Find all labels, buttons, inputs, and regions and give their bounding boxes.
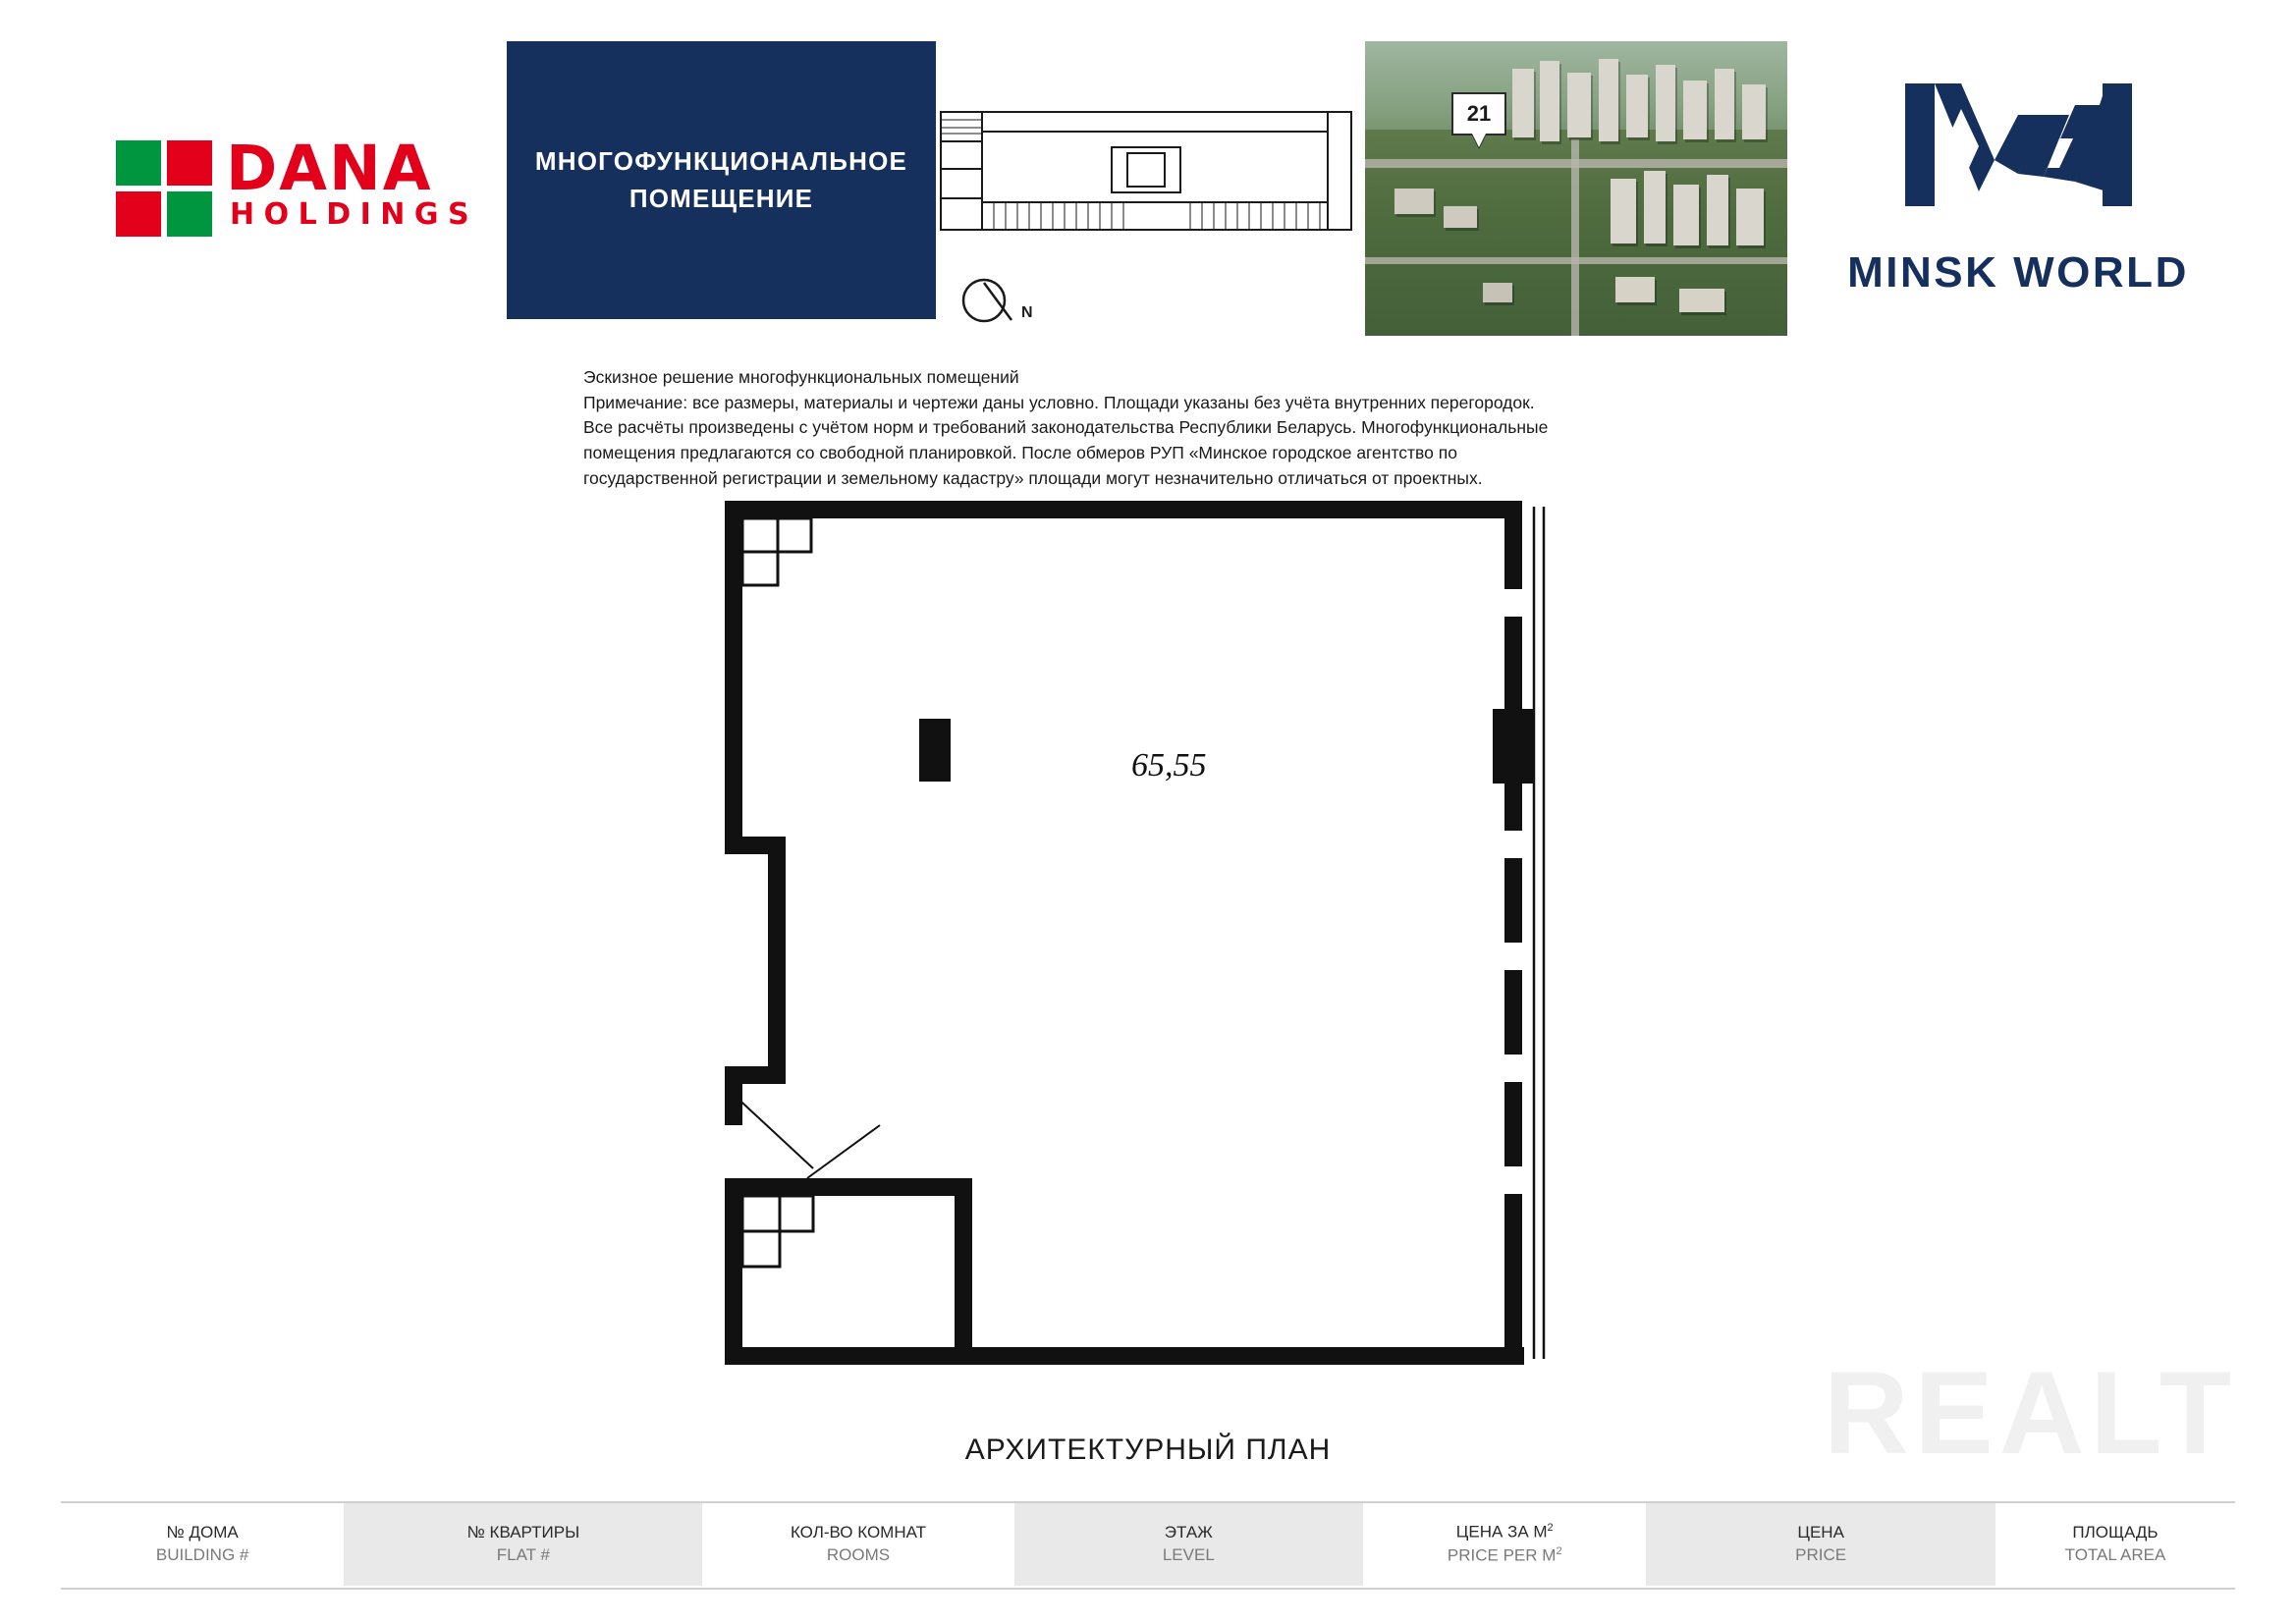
note-line-2: Примечание: все размеры, материалы и чертежи даны условно. Площади указаны без учёта внутренних перегородок.: [583, 392, 1535, 412]
note-line-4: помещения предлагаются со свободной планировкой. После обмеров РУП «Минское городское агентство по: [583, 443, 1457, 463]
building-keyplan-diagram: [935, 108, 1357, 245]
note-line-3: Все расчёты произведены с учётом норм и требований законодательства Республики Беларусь. Многофункциональные: [583, 417, 1549, 438]
footer-col-level: [1099, 1503, 1279, 1586]
footer-value-price-per-m2[interactable]: [1646, 1503, 1730, 1586]
footer-label-building-en: BUILDING #: [155, 1545, 249, 1564]
disclaimer-note: [583, 365, 1732, 492]
footer-col-total-area: [1995, 1503, 2235, 1586]
document-title-line-2: ПОМЕЩЕНИЕ: [629, 183, 814, 213]
dana-wordmark: DANA: [226, 133, 433, 204]
aerial-site-photo: [1365, 41, 1787, 336]
site-marker-badge: 21: [1451, 92, 1506, 135]
note-line-1: Эскизное решение многофункциональных помещений: [583, 367, 1019, 387]
document-title-line-1: МНОГОФУНКЦИОНАЛЬНОЕ: [534, 145, 908, 176]
footer-bottom-divider: [61, 1588, 2235, 1590]
footer-label-flat-ru: № КВАРТИРЫ: [466, 1523, 580, 1542]
compass-north-label: N: [1021, 304, 1033, 321]
footer-value-building[interactable]: [344, 1503, 428, 1586]
dana-subtitle: HOLDINGS: [230, 197, 479, 232]
footer-col-price-per-m2: [1363, 1503, 1646, 1586]
footer-value-level[interactable]: [1279, 1503, 1363, 1586]
dana-squares-icon: [116, 140, 214, 239]
footer-col-rooms: [702, 1503, 1013, 1586]
page-header: [0, 0, 2296, 344]
footer-value-rooms[interactable]: [1014, 1503, 1099, 1586]
footer-label-rooms-ru: КОЛ-ВО КОМНАТ: [790, 1523, 927, 1542]
footer-label-level-en: LEVEL: [1162, 1545, 1215, 1564]
footer-label-total-area-ru: ПЛОЩАДЬ: [2072, 1523, 2159, 1542]
dana-holdings-logo: [116, 133, 479, 241]
footer-value-price[interactable]: [1910, 1503, 1995, 1586]
specs-footer-table: [61, 1503, 2235, 1586]
minsk-world-logo: [1812, 44, 2224, 309]
footer-label-flat-en: FLAT #: [496, 1545, 550, 1564]
footer-value-flat[interactable]: [618, 1503, 702, 1586]
footer-col-price: [1731, 1503, 1911, 1586]
minsk-world-wordmark: MINSK WORLD: [1847, 248, 2189, 297]
document-title-block: [507, 41, 936, 319]
plan-area-value: 65,55: [1131, 747, 1207, 784]
footer-col-flat: [429, 1503, 618, 1586]
footer-label-rooms-en: ROOMS: [826, 1545, 891, 1564]
footer-label-price-per-m2-en: PRICE PER $M^2$: [1447, 1545, 1562, 1565]
footer-label-price-ru: ЦЕНА: [1797, 1523, 1844, 1542]
footer-label-total-area-en: TOTAL AREA: [2064, 1545, 2166, 1564]
footer-col-building: [61, 1503, 344, 1586]
footer-label-level-ru: ЭТАЖ: [1164, 1523, 1213, 1542]
note-line-5: государственной регистрации и земельному кадастру» площади могут незначительно отличаться от проектных.: [583, 467, 1483, 488]
mw-monogram-icon: [1812, 44, 2224, 241]
plan-caption: АРХИТЕКТУРНЫЙ ПЛАН: [964, 1434, 1332, 1466]
footer-label-building-ru: № ДОМА: [166, 1523, 239, 1542]
compass-icon: [960, 273, 1049, 332]
footer-label-price-en: PRICE: [1795, 1545, 1847, 1564]
footer-label-price-per-m2-ru: ЦЕНА ЗА $М^2$: [1455, 1522, 1554, 1542]
realt-watermark: REALT: [1823, 1347, 2237, 1479]
architectural-floor-plan: [687, 491, 1650, 1434]
